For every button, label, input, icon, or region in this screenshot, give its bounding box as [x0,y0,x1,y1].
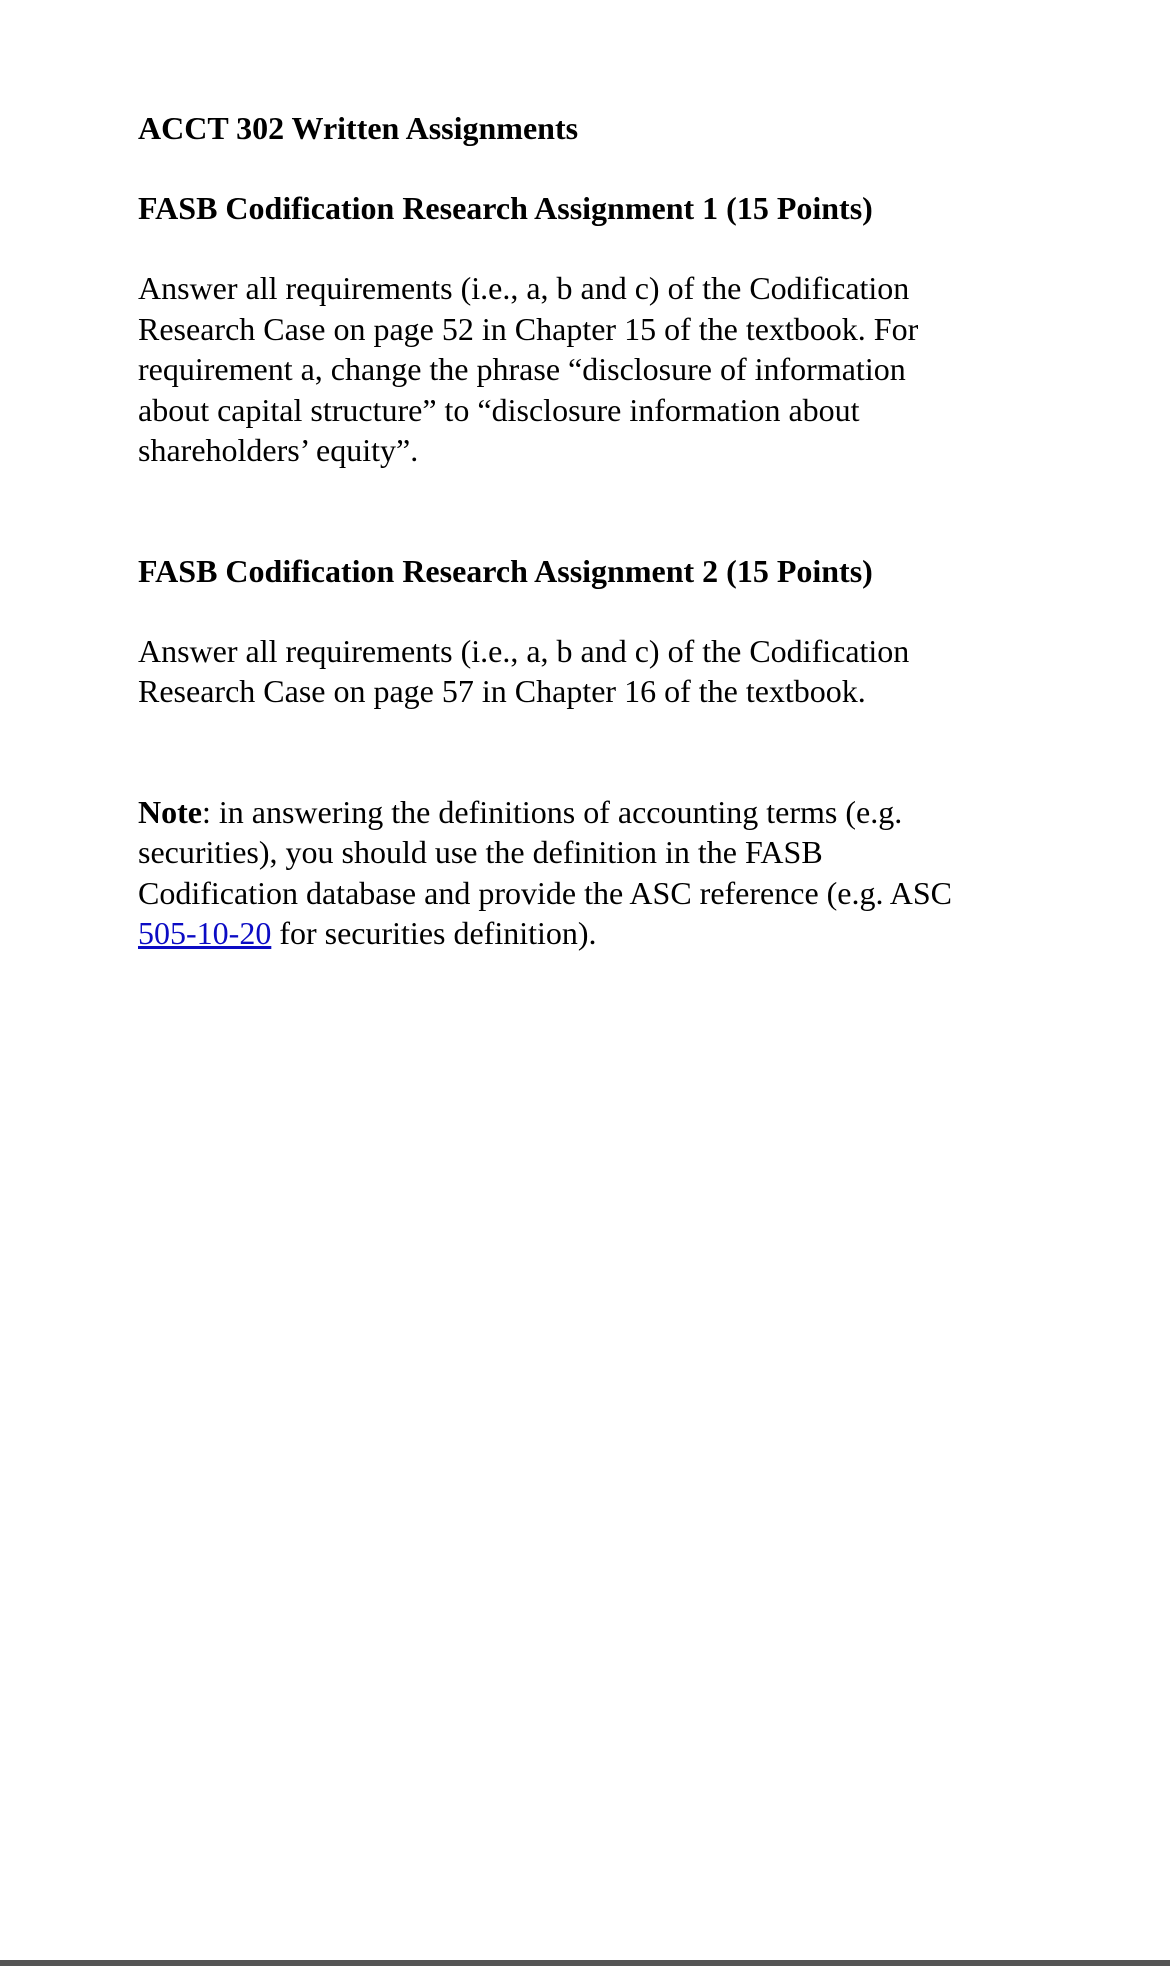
page-title: ACCT 302 Written Assignments [138,110,579,146]
assignment-2-description [138,631,1038,712]
note-text: for securities definition). [271,915,597,951]
note-text: : in answering the definitions of accounting terms (e.g. [201,793,903,830]
assignment-2-line: Answer all requirements (i.e., a, b and c) of the Codification [138,632,910,669]
assignment-1-line: Answer all requirements (i.e., a, b and c) of the Codification [138,270,910,306]
note-line: Codification database and provide the ASC reference (e.g. ASC [138,874,952,911]
note-line [138,913,1038,954]
assignment-2-heading: FASB Codification Research Assignment 2 (15 Points) [138,552,873,589]
assignment-1-line: about capital structure” to “disclosure information about [138,391,860,428]
assignment-1-line: shareholders’ equity”. [138,432,419,468]
document-content [138,100,1038,954]
assignment-1-description [138,268,1038,471]
bottom-scroll-bar [0,1960,1170,1966]
assignment-2-line: Research Case on page 57 in Chapter 16 of the textbook. [138,673,866,709]
note-paragraph [138,792,1038,954]
note-line [138,792,1038,833]
note-line: securities), you should use the definition in the FASB [138,834,823,870]
assignment-1-heading: FASB Codification Research Assignment 1 (15 Points) [138,190,873,226]
assignment-1-line: Research Case on page 52 in Chapter 15 of the textbook. For [138,310,919,347]
assignment-1-line: requirement a, change the phrase “disclosure of information [138,351,906,387]
note-label: Note [138,793,202,830]
asc-reference-link[interactable]: 505-10-20 [138,915,272,951]
